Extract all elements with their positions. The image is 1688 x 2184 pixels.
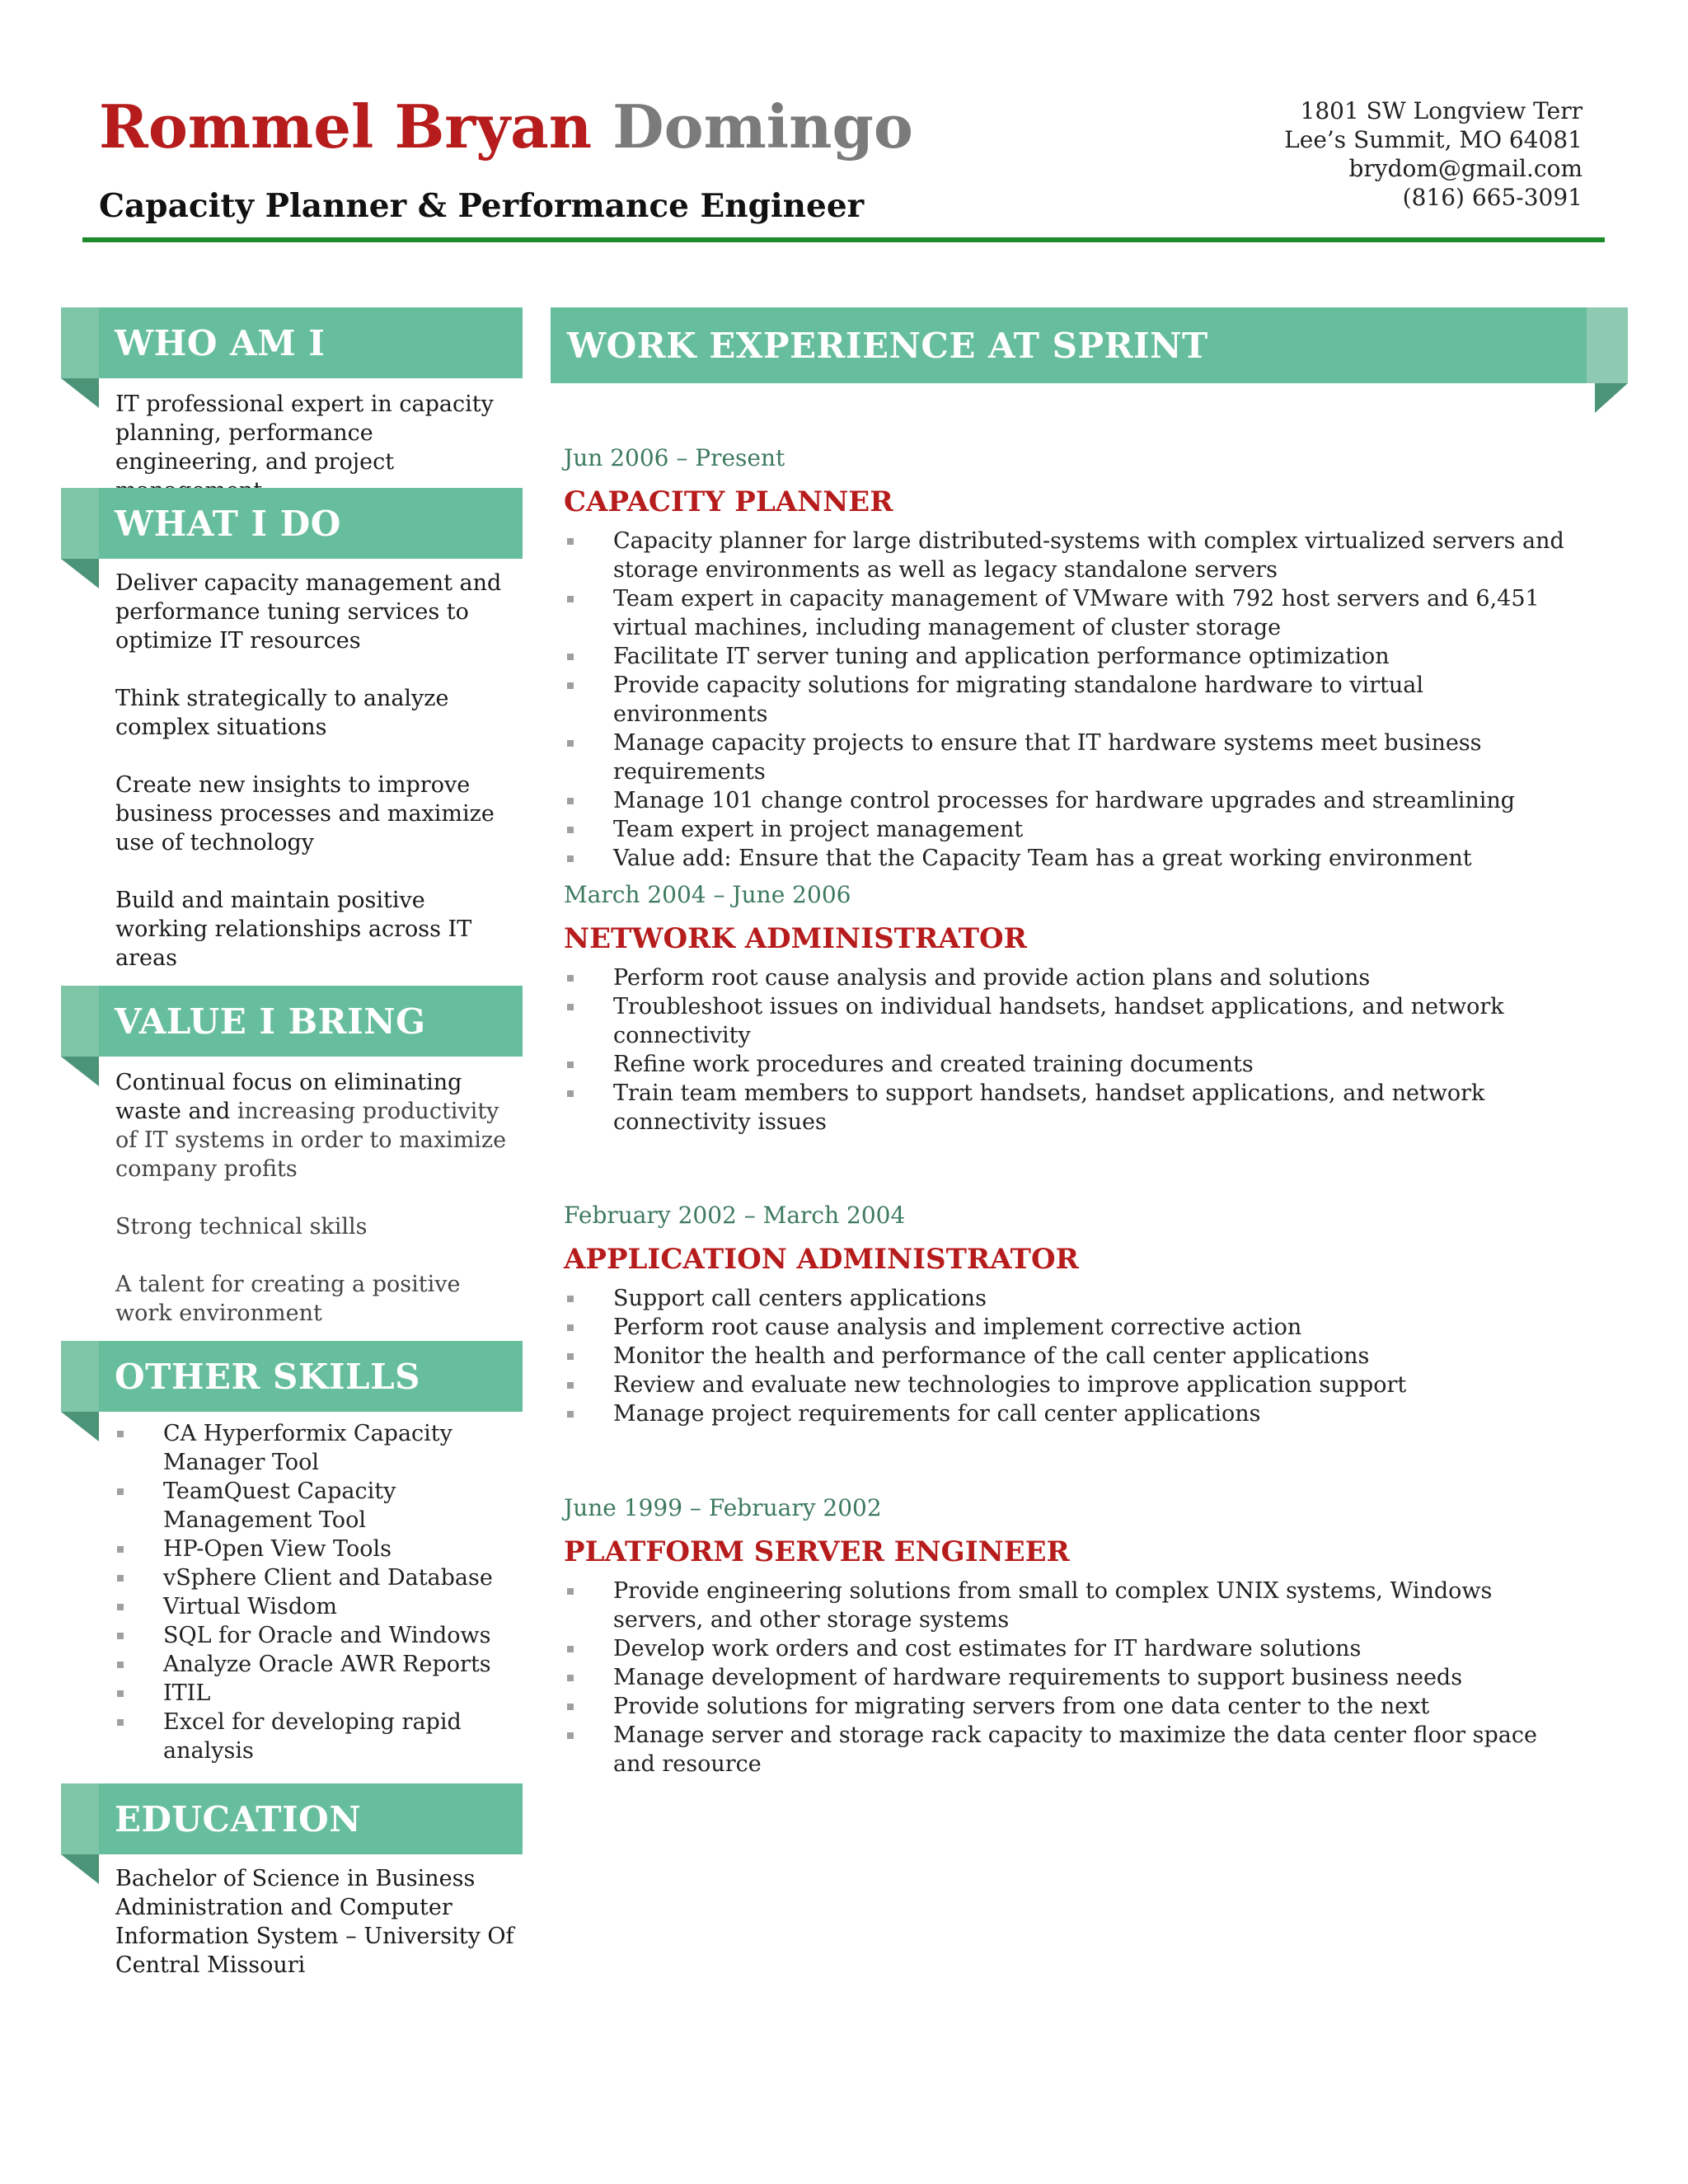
section-heading: OTHER SKILLS (115, 1356, 420, 1397)
list-item: Provide engineering solutions from small to complex UNIX systems, Windows servers, and other storage systems (564, 1577, 1578, 1634)
list-item: CA Hyperformix Capacity Manager Tool (114, 1419, 526, 1477)
ribbon-tab (61, 1341, 99, 1412)
who-am-i-paragraph: IT professional expert in capacity planning, performance engineering, and project (115, 391, 494, 475)
list-item: Troubleshoot issues on individual handsets, handset applications, and network connectivity (564, 992, 1578, 1050)
ribbon-tab (1587, 307, 1628, 383)
what-i-do-paragraph: Create new insights to improve business processes and maximize use of technology (115, 772, 495, 855)
list-item: Refine work procedures and created training documents (564, 1050, 1578, 1079)
job-bullets (564, 1284, 1578, 1428)
job-date: June 1999 – February 2002 (564, 1494, 882, 1521)
job-entry-platform-server-engineer (564, 1493, 1578, 1779)
job-date: Jun 2006 – Present (564, 444, 785, 471)
job-entry-capacity-planner (564, 443, 1578, 873)
first-name: Rommel Bryan (99, 91, 593, 162)
ribbon-fold (61, 378, 99, 408)
ribbon-fold (61, 1057, 99, 1086)
job-title: NETWORK ADMINISTRATOR (564, 922, 1027, 955)
list-item: SQL for Oracle and Windows (114, 1621, 526, 1650)
section-heading: WHO AM I (115, 322, 326, 363)
ribbon-fold (61, 559, 99, 588)
what-i-do-text (115, 569, 519, 972)
list-item: Develop work orders and cost estimates for IT hardware solutions (564, 1634, 1578, 1663)
list-item: vSphere Client and Database (114, 1563, 526, 1592)
job-entry-application-administrator (564, 1201, 1578, 1428)
list-item: Review and evaluate new technologies to improve application support (564, 1371, 1578, 1399)
email: brydom@gmail.com (1348, 155, 1582, 182)
phone: (816) 665-3091 (1402, 184, 1582, 211)
job-entry-network-administrator (564, 880, 1578, 1137)
section-heading: WHAT I DO (115, 503, 341, 544)
list-item: Manage server and storage rack capacity to maximize the data center floor space and resource (564, 1721, 1578, 1779)
education-paragraph: Bachelor of Science in Business Administration and Computer Information System – University Of Central Missouri (115, 1866, 514, 1978)
value-paragraph: Strong technical skills (115, 1214, 368, 1240)
list-item: Facilitate IT server tuning and application performance optimization (564, 642, 1578, 671)
address-line-2: Lee’s Summit, MO 64081 (1284, 126, 1582, 153)
ribbon-tab (61, 307, 99, 378)
ribbon-what-i-do (61, 488, 523, 559)
candidate-name (99, 91, 913, 162)
list-item: Monitor the health and performance of the call center applications (564, 1342, 1578, 1371)
address-line-1: 1801 SW Longview Terr (1300, 97, 1582, 124)
list-item: Value add: Ensure that the Capacity Team has a great working environment (564, 844, 1578, 873)
other-skills-list-wrap (114, 1419, 526, 1765)
ribbon-education (61, 1783, 523, 1854)
list-item: Manage development of hardware requirements to support business needs (564, 1663, 1578, 1692)
value-i-bring-text (115, 1068, 519, 1328)
list-item: Capacity planner for large distributed-systems with complex virtualized servers and storage environments as well as legacy standalone servers (564, 527, 1578, 584)
job-date: March 2004 – June 2006 (564, 881, 851, 908)
job-bullets (564, 527, 1578, 873)
value-paragraph (115, 1068, 519, 1183)
ribbon-fold (1595, 383, 1628, 413)
job-bullets (564, 963, 1578, 1137)
ribbon-fold (61, 1854, 99, 1884)
list-item: Manage 101 change control processes for hardware upgrades and streamlining (564, 786, 1578, 815)
list-item: Provide solutions for migrating servers from one data center to the next (564, 1692, 1578, 1721)
job-bullets (564, 1577, 1578, 1779)
what-i-do-paragraph: Deliver capacity management and performance tuning services to optimize IT resources (115, 570, 502, 654)
ribbon-who-am-i (61, 307, 523, 378)
list-item: Analyze Oracle AWR Reports (114, 1650, 526, 1679)
ribbon-work-experience (551, 307, 1587, 383)
job-title: PLATFORM SERVER ENGINEER (564, 1535, 1070, 1568)
header-divider (82, 237, 1605, 242)
value-text-part: Continual focus on eliminating waste and (115, 1070, 462, 1124)
what-i-do-paragraph: Think strategically to analyze complex situations (115, 686, 449, 740)
job-title-subtitle: Capacity Planner & Performance Engineer (99, 187, 865, 225)
list-item: Team expert in project management (564, 815, 1578, 844)
list-item: Train team members to support handsets, handset applications, and network connectivity issues (564, 1079, 1578, 1137)
section-heading: WORK EXPERIENCE AT SPRINT (567, 325, 1208, 366)
value-paragraph: A talent for creating a positive work environment (115, 1272, 461, 1326)
education-text (115, 1864, 519, 1980)
list-item: ITIL (114, 1679, 526, 1708)
last-name: Domingo (612, 91, 913, 162)
list-item: HP-Open View Tools (114, 1535, 526, 1563)
section-heading: VALUE I BRING (115, 1001, 426, 1042)
ribbon-value-i-bring (61, 986, 523, 1057)
job-date: February 2002 – March 2004 (564, 1202, 906, 1229)
value-text-part: increasing productivity of IT systems in order to maximize company profits (115, 1099, 507, 1182)
list-item: Perform root cause analysis and provide action plans and solutions (564, 963, 1578, 992)
list-item: Excel for developing rapid analysis (114, 1708, 526, 1765)
list-item: Virtual Wisdom (114, 1592, 526, 1621)
ribbon-tab (61, 1783, 99, 1854)
ribbon-fold (61, 1412, 99, 1441)
ribbon-other-skills (61, 1341, 523, 1412)
job-title: CAPACITY PLANNER (564, 485, 893, 518)
contact-block (1284, 96, 1582, 212)
section-heading: EDUCATION (115, 1798, 362, 1840)
list-item: Perform root cause analysis and implement corrective action (564, 1313, 1578, 1342)
job-title: APPLICATION ADMINISTRATOR (564, 1243, 1079, 1276)
list-item: Team expert in capacity management of VMware with 792 host servers and 6,451 virtual machines, including management of cluster storage (564, 584, 1578, 642)
other-skills-list (114, 1419, 526, 1765)
list-item: Provide capacity solutions for migrating standalone hardware to virtual environments (564, 671, 1578, 729)
list-item: Manage capacity projects to ensure that IT hardware systems meet business requirements (564, 729, 1578, 786)
list-item: Manage project requirements for call center applications (564, 1399, 1578, 1428)
list-item: Support call centers applications (564, 1284, 1578, 1313)
ribbon-tab (61, 488, 99, 559)
list-item: TeamQuest Capacity Management Tool (114, 1477, 526, 1535)
what-i-do-paragraph: Build and maintain positive working relationships across IT areas (115, 888, 472, 971)
ribbon-tab (61, 986, 99, 1057)
